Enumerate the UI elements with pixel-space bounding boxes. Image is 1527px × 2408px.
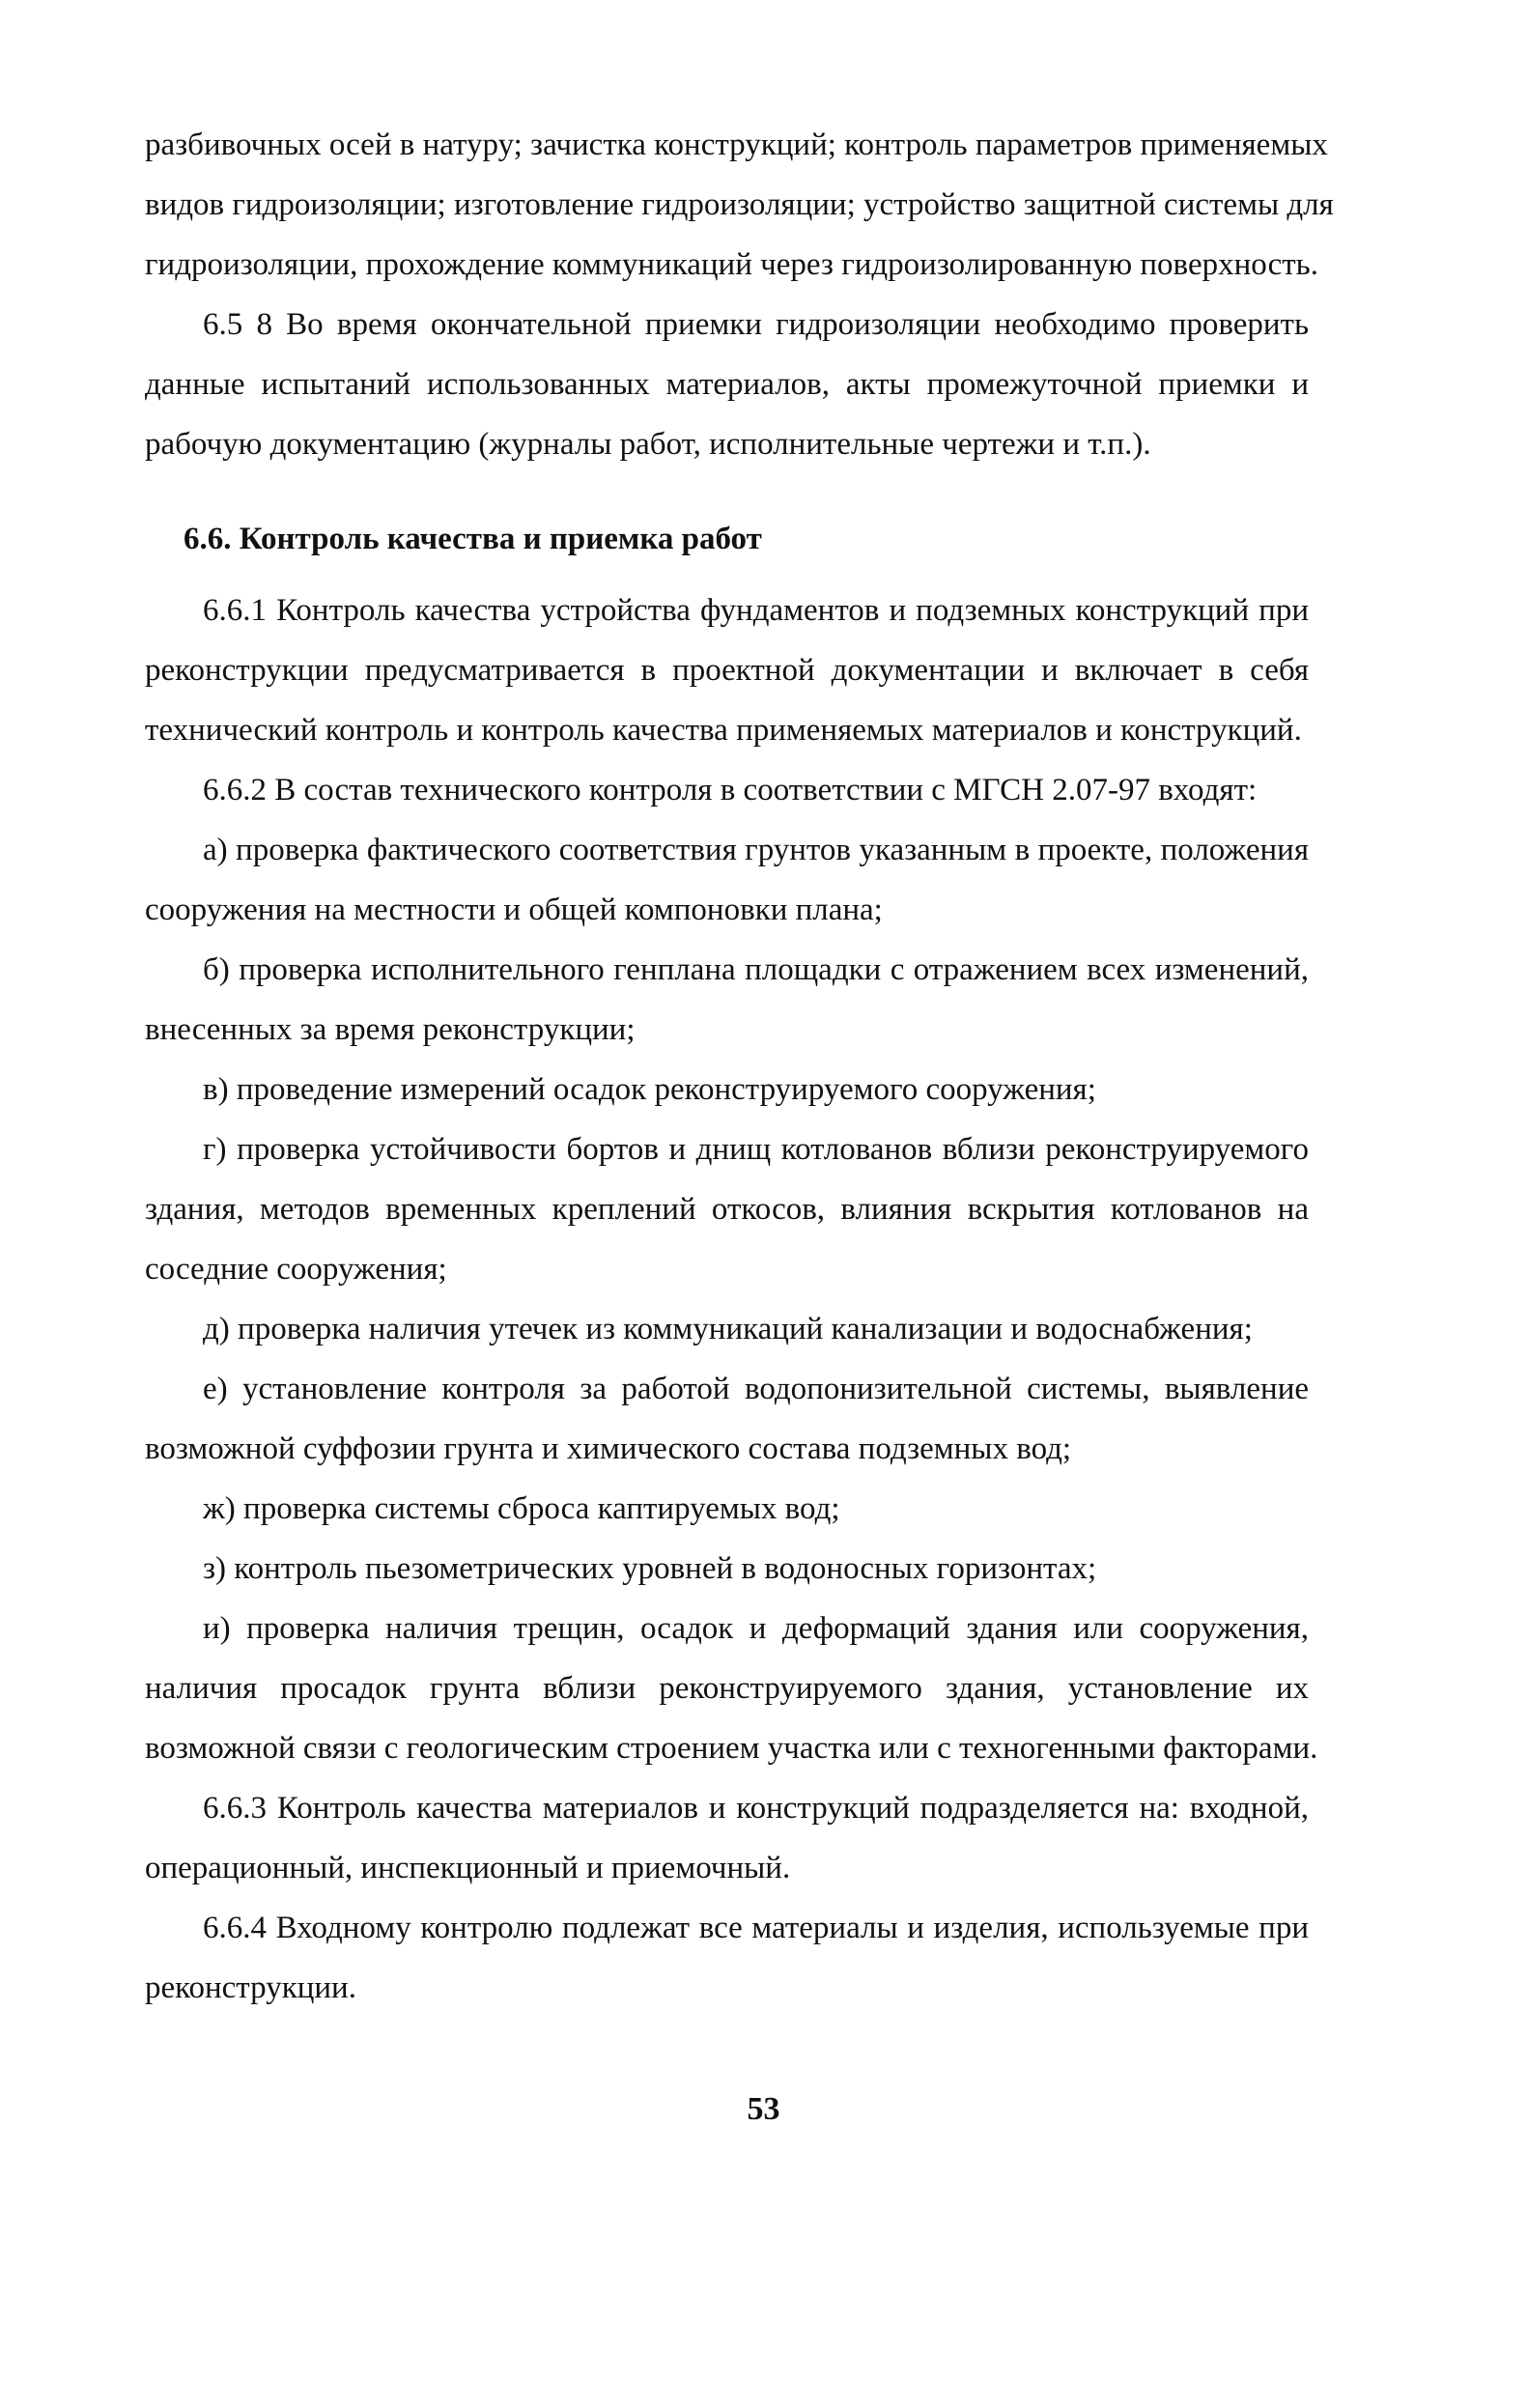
text-line: наличия просадок грунта вблизи реконструируемого здания, установление их [145,1671,1309,1706]
text-line: разбивочных осей в натуру; зачистка конструкций; контроль параметров применяемых [145,127,1328,162]
list-item: д) проверка наличия утечек из коммуникаций канализации и водоснабжения; [203,1312,1253,1346]
text-line: 6.6.2 В состав технического контроля в соответствии с МГСН 2.07-97 входят: [203,773,1258,807]
list-item: г) проверка устойчивости бортов и днищ котлованов вблизи реконструируемого [203,1132,1309,1167]
text-line: 6.6.1 Контроль качества устройства фундаментов и подземных конструкций при [203,593,1309,628]
list-item: з) контроль пьезометрических уровней в водоносных горизонтах; [203,1551,1097,1586]
list-item: ж) проверка системы сброса каптируемых вод; [203,1491,840,1526]
text-line: возможной связи с геологическим строением участка или с техногенными факторами. [145,1731,1318,1766]
page-body [145,126,1334,2028]
list-item: е) установление контроля за работой водопонизительной системы, выявление [203,1372,1309,1406]
text-line: соседние сооружения; [145,1252,447,1287]
section-heading: 6.6. Контроль качества и приемка работ [184,522,762,556]
text-line: операционный, инспекционный и приемочный. [145,1851,791,1885]
text-line: гидроизоляции, прохождение коммуникаций через гидроизолированную поверхность. [145,247,1318,282]
text-line: внесенных за время реконструкции; [145,1012,636,1047]
text-line: сооружения на местности и общей компоновки плана; [145,892,883,927]
list-item: и) проверка наличия трещин, осадок и деформаций здания или сооружения, [203,1611,1309,1646]
text-line: рабочую документацию (журналы работ, исполнительные чертежи и т.п.). [145,427,1151,462]
text-line: 6.5 8 Во время окончательной приемки гидроизоляции необходимо проверить [203,307,1309,342]
text-line: здания, методов временных креплений откосов, влияния вскрытия котлованов на [145,1192,1309,1227]
text-line: технический контроль и контроль качества применяемых материалов и конструкций. [145,713,1302,748]
text-line: видов гидроизоляции; изготовление гидроизоляции; устройство защитной системы для [145,187,1334,222]
list-item: в) проведение измерений осадок реконструируемого сооружения; [203,1072,1096,1107]
text-line: 6.6.3 Контроль качества материалов и конструкций подразделяется на: входной, [203,1791,1309,1826]
text-line: данные испытаний использованных материалов, акты промежуточной приемки и [145,367,1309,402]
text-line: реконструкции предусматривается в проектной документации и включает в себя [145,653,1309,688]
list-item: б) проверка исполнительного генплана площадки с отражением всех изменений, [203,952,1309,987]
text-line: реконструкции. [145,1970,356,2005]
page-number: 53 [747,2091,780,2127]
list-item: а) проверка фактического соответствия грунтов указанным в проекте, положения [203,833,1309,867]
text-line: возможной суффозии грунта и химического состава подземных вод; [145,1431,1072,1466]
text-line: 6.6.4 Входному контролю подлежат все материалы и изделия, используемые при [203,1911,1309,1945]
